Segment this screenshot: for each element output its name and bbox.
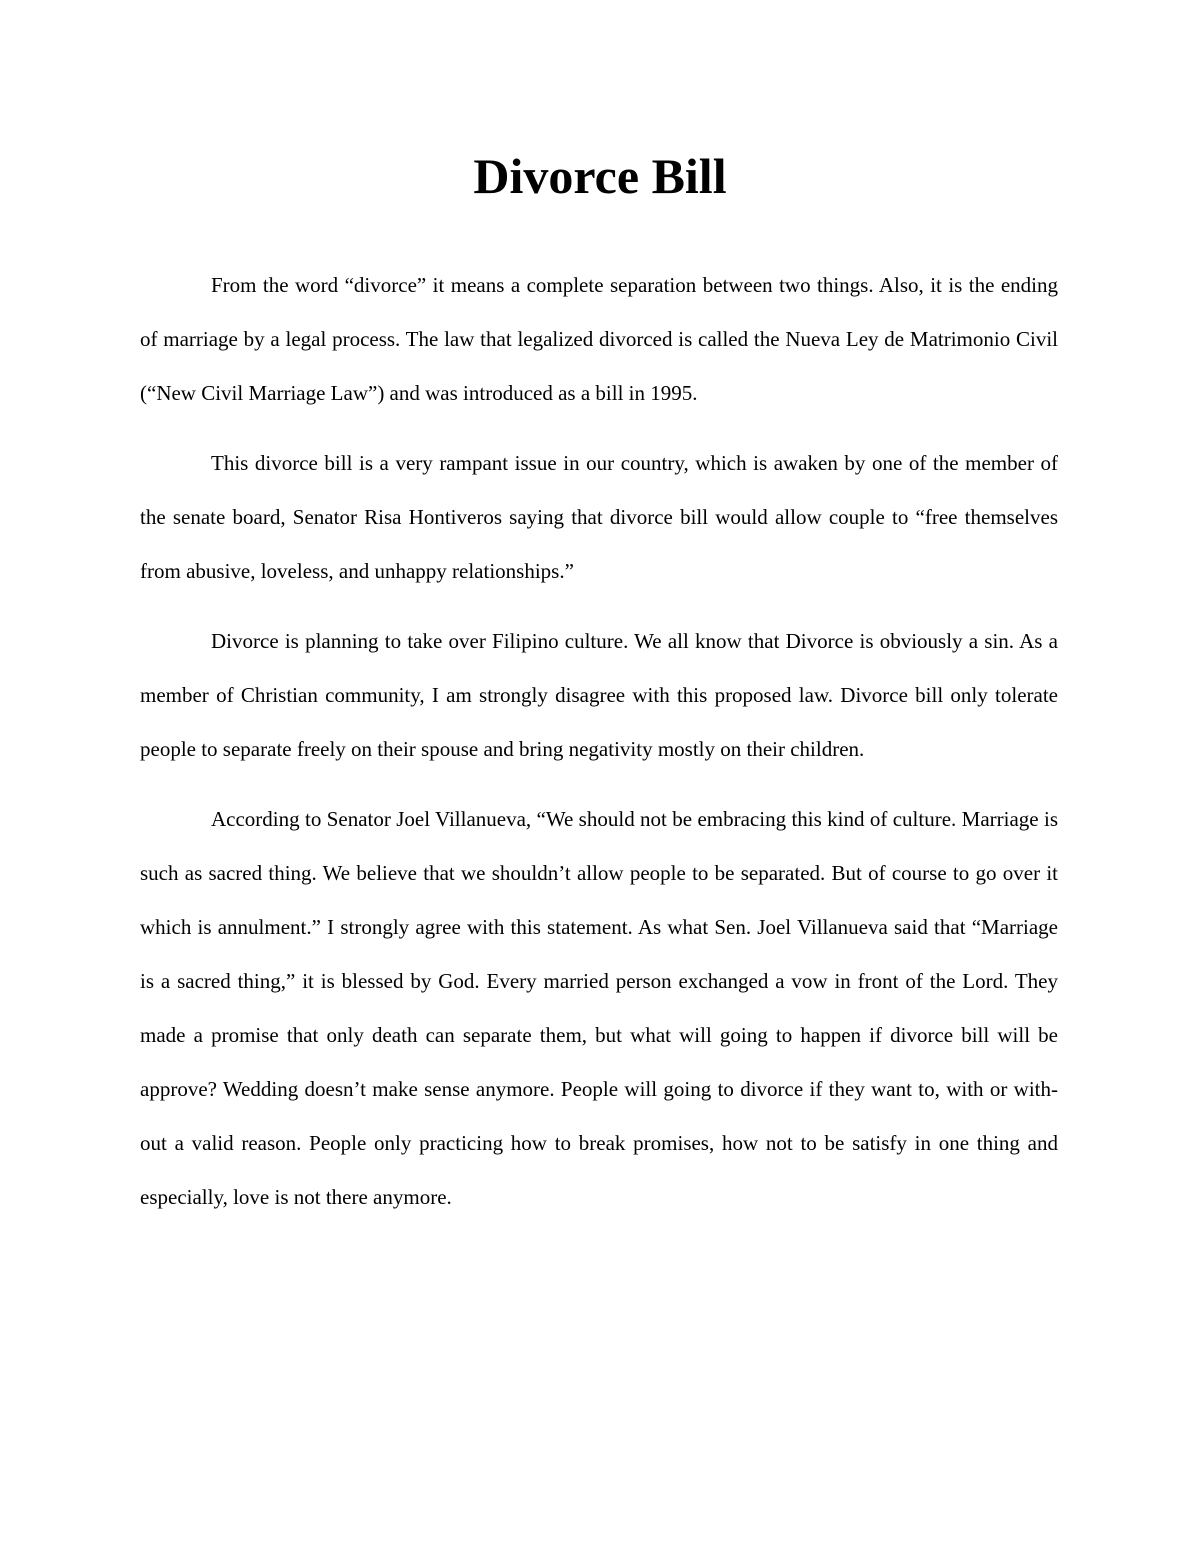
paragraph-4: According to Senator Joel Villanueva, “We should not be embracing this kind of culture. Marriage is such as sacred thing. We believe that we shouldn’t allow people to be separated. But of course to go over it which is annulment.” I strongly agree with this statement. As what Sen. Joel Villanueva said that “Marriage is a sacred thing,” it is blessed by God. Every married person exchanged a vow in front of the Lord. They made a promise that only death can separate them, but what will going to happen if divorce bill will be approve? Wedding doesn’t make sense anymore. People will going to divorce if they want to, with or with-out a valid reason. People only practicing how to break promises, how not to be satisfy in one thing and especially, love is not there anymore. [140, 807, 1058, 1209]
document-title: Divorce Bill [473, 148, 727, 204]
document-body [140, 258, 1058, 1240]
paragraph-2: This divorce bill is a very rampant issue in our country, which is awaken by one of the member of the senate board, Senator Risa Hontiveros saying that divorce bill would allow couple to “free themselves from abusive, loveless, and unhappy relationships.” [140, 451, 1058, 583]
paragraph-1: From the word “divorce” it means a complete separation between two things. Also, it is the ending of marriage by a legal process. The law that legalized divorced is called the Nueva Ley de Matrimonio Civil (“New Civil Marriage Law”) and was introduced as a bill in 1995. [140, 273, 1058, 405]
paragraph-3: Divorce is planning to take over Filipino culture. We all know that Divorce is obviously a sin. As a member of Christian community, I am strongly disagree with this proposed law. Divorce bill only tolerate people to separate freely on their spouse and bring negativity mostly on their children. [140, 629, 1058, 761]
